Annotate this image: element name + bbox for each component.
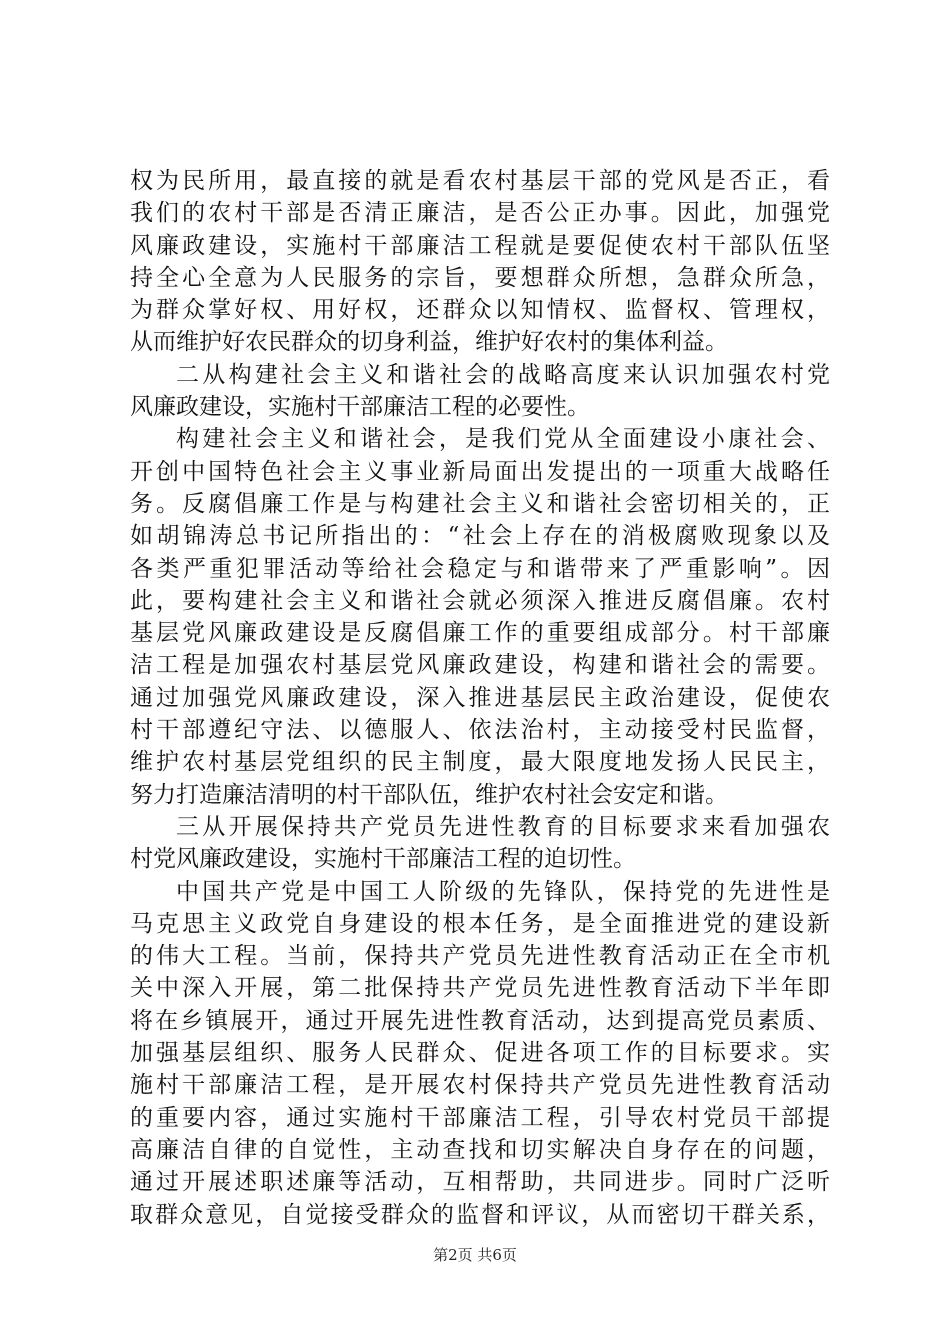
text-line: 通过加强党风廉政建设，深入推进基层民主政治建设，促使农	[130, 684, 830, 711]
text-line: 加强基层组织、服务人民群众、促进各项工作的目标要求。实	[130, 1040, 830, 1067]
text-line: 洁工程是加强农村基层党风廉政建设，构建和谐社会的需要。	[130, 652, 830, 679]
text-line: 施村干部廉洁工程，是开展农村保持共产党员先进性教育活动	[130, 1072, 830, 1099]
text-line: 风廉政建设，实施村干部廉洁工程就是要促使农村干部队伍坚	[130, 232, 830, 259]
text-line: 取群众意见，自觉接受群众的监督和评议，从而密切干群关系，	[130, 1201, 830, 1228]
text-line: 通过开展述职述廉等活动，互相帮助，共同进步。同时广泛听	[130, 1169, 830, 1196]
text-line: 各类严重犯罪活动等给社会稳定与和谐带来了严重影响”。因	[130, 555, 830, 582]
text-line: 风廉政建设，实施村干部廉洁工程的必要性。	[130, 394, 590, 421]
text-line: 务。反腐倡廉工作是与构建社会主义和谐社会密切相关的，正	[130, 490, 830, 517]
text-line: 维护农村基层党组织的民主制度，最大限度地发扬人民民主，	[130, 749, 830, 776]
text-line: 为群众掌好权、用好权，还群众以知情权、监督权、管理权，	[130, 297, 830, 324]
text-line: 关中深入开展，第二批保持共产党员先进性教育活动下半年即	[130, 975, 830, 1002]
text-line: 努力打造廉洁清明的村干部队伍，维护农村社会安定和谐。	[130, 781, 728, 808]
text-line: 权为民所用，最直接的就是看农村基层干部的党风是否正，看	[130, 168, 830, 194]
text-line: 的伟大工程。当前，保持共产党员先进性教育活动正在全市机	[130, 943, 830, 970]
text-line: 构建社会主义和谐社会，是我们党从全面建设小康社会、	[176, 426, 830, 453]
text-line: 此，要构建社会主义和谐社会就必须深入推进反腐倡廉。农村	[130, 587, 830, 614]
text-line: 中国共产党是中国工人阶级的先锋队，保持党的先进性是	[176, 878, 830, 905]
page-footer: 第2页 共6页	[433, 1246, 517, 1264]
text-line: 的重要内容，通过实施村干部廉洁工程，引导农村党员干部提	[130, 1104, 830, 1131]
text-line: 我们的农村干部是否清正廉洁，是否公正办事。因此，加强党	[130, 200, 830, 227]
text-line: 高廉洁自律的自觉性，主动查找和切实解决自身存在的问题，	[130, 1136, 830, 1163]
text-line: 村干部遵纪守法、以德服人、依法治村，主动接受村民监督，	[130, 717, 830, 744]
text-line: 二从构建社会主义和谐社会的战略高度来认识加强农村党	[176, 361, 830, 388]
text-line: 持全心全意为人民服务的宗旨，要想群众所想，急群众所急，	[130, 264, 830, 291]
document-body	[130, 165, 830, 1231]
text-line: 基层党风廉政建设是反腐倡廉工作的重要组成部分。村干部廉	[130, 620, 830, 647]
text-line: 从而维护好农民群众的切身利益，维护好农村的集体利益。	[130, 329, 728, 356]
text-line: 马克思主义政党自身建设的根本任务，是全面推进党的建设新	[130, 910, 830, 937]
text-line: 如胡锦涛总书记所指出的：“社会上存在的消极腐败现象以及	[130, 523, 830, 550]
text-line: 村党风廉政建设，实施村干部廉洁工程的迫切性。	[130, 846, 636, 873]
text-line: 三从开展保持共产党员先进性教育的目标要求来看加强农	[176, 813, 830, 840]
text-line: 将在乡镇展开，通过开展先进性教育活动，达到提高党员素质、	[130, 1007, 830, 1034]
text-line: 开创中国特色社会主义事业新局面出发提出的一项重大战略任	[130, 458, 830, 485]
